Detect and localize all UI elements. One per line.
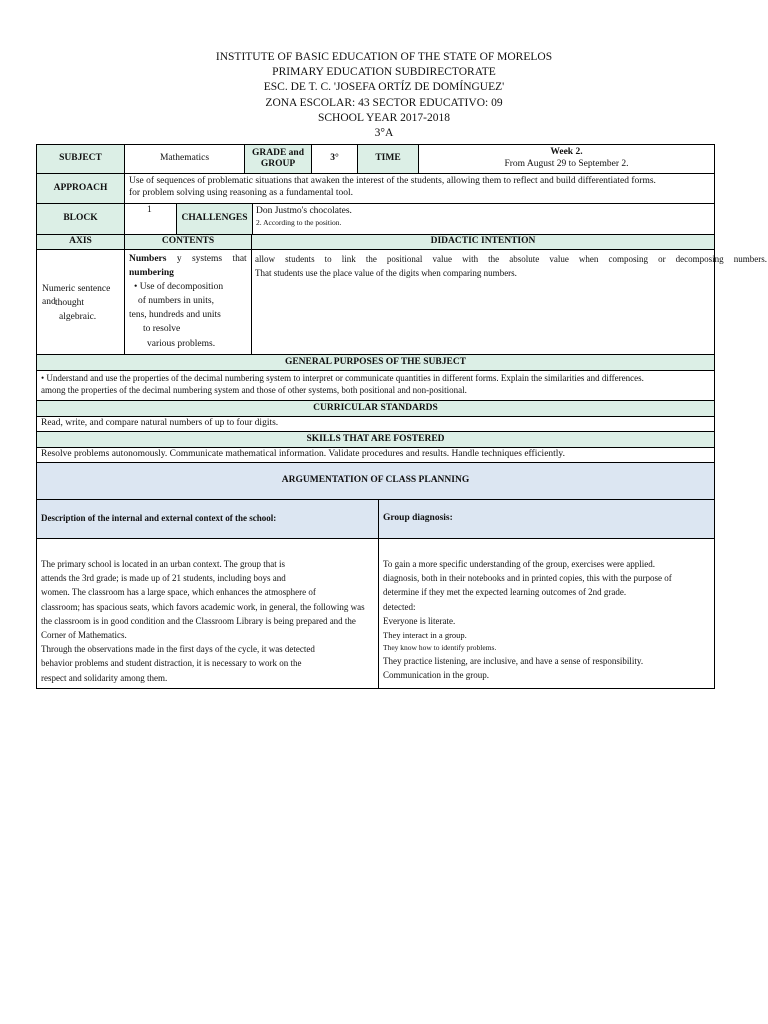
axis-line-3: algebraic. (59, 312, 97, 322)
document-header (0, 50, 768, 141)
skills-heading: SKILLS THAT ARE FOSTERED (36, 431, 715, 448)
block-label: BLOCK (36, 203, 125, 235)
school-year: SCHOOL YEAR 2017-2018 (317, 111, 451, 124)
general-line-1: • Understand and use the properties of the decimal numbering system to interpret or communicate quantities in different forms. Explain the similarities and differences. (41, 373, 644, 383)
challenge-title: Don Justmo's chocolates. (256, 206, 352, 216)
contents-line-4: to resolve (143, 324, 181, 334)
diagnosis-small-2: They know how to identify problems. (383, 643, 497, 653)
context-cell (36, 538, 379, 689)
didactic-cell (251, 249, 767, 355)
axis-cell (36, 249, 125, 355)
diagnosis-small-1: They interact in a group. (383, 630, 467, 641)
subject-value: Mathematics (124, 144, 245, 174)
general-purposes-heading: GENERAL PURPOSES OF THE SUBJECT (36, 354, 715, 371)
block-value: 1 (124, 203, 177, 235)
standards-text: Read, write, and compare natural numbers of up to four digits. (36, 416, 715, 432)
skills-text: Resolve problems autonomously. Communicate mathematical information. Validate procedures and results. Handle techniques efficiently. (36, 447, 715, 463)
diagnosis-line: diagnosis, both in their notebooks and in printed copies, this with the purpose of (383, 573, 672, 584)
didactic-heading: DIDACTIC INTENTION (251, 234, 715, 250)
contents-title: Numbers y systems that (129, 254, 247, 264)
didactic-line-1: allow students to link the positional value with the absolute value when composing or decomposing numbers. (255, 254, 767, 264)
contents-heading: CONTENTS (124, 234, 252, 250)
contents-line-3: tens, hundreds and units (129, 310, 221, 320)
diagnosis-line: determine if they met the expected learning outcomes of 2nd grade. (383, 587, 627, 598)
diagnosis-line: Communication in the group. (383, 670, 489, 681)
grade-value: 3° (311, 144, 358, 174)
diagnosis-cell (378, 538, 715, 689)
contents-line-5: various problems. (147, 339, 216, 349)
week-dates: From August 29 to September 2. (504, 158, 629, 169)
general-line-2: among the properties of the decimal numbering system and those of other systems, both positional and non-positional. (41, 384, 467, 395)
context-line: Through the observations made in the first days of the cycle, it was detected (41, 644, 315, 655)
diagnosis-text (383, 557, 672, 682)
context-line: The primary school is located in an urban context. The group that is (41, 559, 286, 569)
context-line: women. The classroom has a large space, which enhances the atmosphere of (41, 587, 316, 598)
subject-label: SUBJECT (36, 144, 125, 174)
grade-label: GRADE and GROUP (244, 144, 312, 174)
challenge-subtitle: 2. According to the position. (256, 217, 342, 227)
time-value (418, 144, 715, 174)
time-label: TIME (357, 144, 419, 174)
subdirectorate: PRIMARY EDUCATION SUBDIRECTORATE (272, 66, 496, 79)
institute-name: INSTITUTE OF BASIC EDUCATION OF THE STATE OF MORELOS (215, 51, 553, 63)
argumentation-heading: ARGUMENTATION OF CLASS PLANNING (36, 462, 715, 500)
context-heading: Description of the internal and external context of the school: (36, 499, 379, 539)
challenge-cell (252, 203, 715, 235)
approach-label: APPROACH (36, 173, 125, 204)
axis-heading: AXIS (36, 234, 125, 250)
school-zone: ZONA ESCOLAR: 43 SECTOR EDUCATIVO: 09 (265, 96, 503, 109)
standards-heading: CURRICULAR STANDARDS (36, 400, 715, 417)
week-number: Week 2. (550, 147, 583, 157)
group-label: 3°A (374, 127, 394, 140)
approach-text (124, 173, 715, 204)
challenges-label: CHALLENGES (176, 203, 253, 235)
diagnosis-line: They practice listening, are inclusive, and have a sense of responsibility. (383, 656, 644, 667)
approach-line-2: for problem solving using reasoning as a fundamental tool. (129, 187, 353, 198)
context-line: the classroom is in good condition and the Classroom Library is being prepared and the (41, 615, 356, 626)
didactic-line-2: That students use the place value of the digits when comparing numbers. (255, 268, 517, 278)
diagnosis-line: detected: (383, 601, 416, 612)
general-purposes-text (36, 370, 715, 401)
context-line: respect and solidarity among them. (41, 672, 168, 683)
axis-line-1: Numeric sentence and (42, 284, 111, 307)
contents-line-1: • Use of decomposition (134, 282, 224, 292)
contents-line-2: of numbers in units, (138, 296, 214, 306)
context-line: behavior problems and student distraction, it is necessary to work on the (41, 658, 302, 669)
context-line: classroom; has spacious seats, which favors academic work, in general, the following was (41, 601, 365, 612)
approach-line-1: Use of sequences of problematic situations that awaken the interest of the students, allowing them to reflect and build differentiated forms. (129, 176, 656, 186)
context-line: attends the 3rd grade; is made up of 21 students, including boys and (41, 573, 286, 584)
contents-title-2: numbering (129, 268, 174, 278)
context-line: Corner of Mathematics. (41, 630, 127, 641)
diagnosis-line: To gain a more specific understanding of the group, exercises were applied. (383, 559, 656, 569)
diagnosis-line: Everyone is literate. (383, 615, 456, 626)
diagnosis-heading: Group diagnosis: (378, 499, 715, 539)
contents-cell (124, 249, 252, 355)
axis-line-2: thought (55, 298, 85, 308)
school-name: ESC. DE T. C. 'JOSEFA ORTÍZ DE DOMÍNGUEZ' (263, 81, 505, 94)
context-text (41, 557, 365, 685)
